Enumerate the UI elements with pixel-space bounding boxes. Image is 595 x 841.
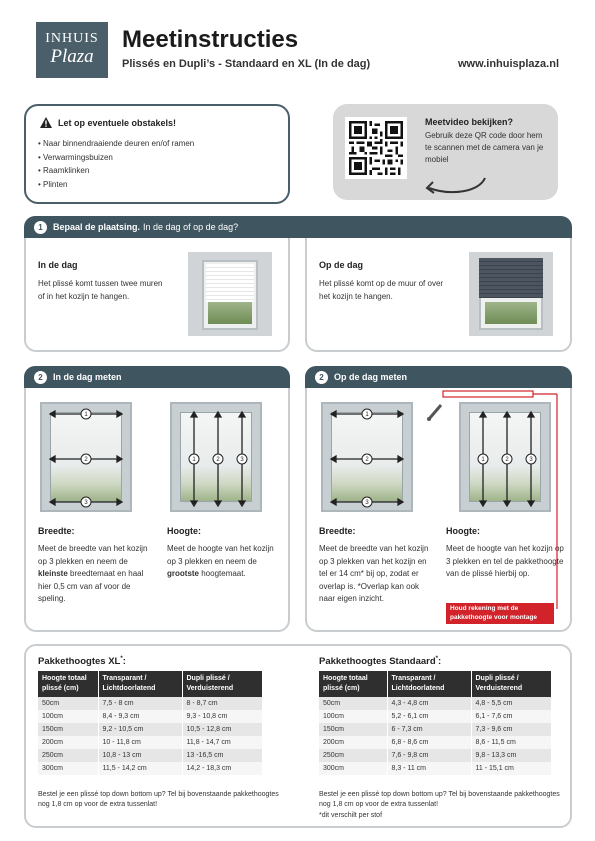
video-description: Gebruik deze QR code door hem te scannen met de camera van je mobiel — [425, 131, 544, 164]
list-item: • Raamklinken — [38, 164, 276, 178]
logo-line-1: INHUIS — [45, 31, 99, 46]
xl-table-title: Pakkethoogtes XL*: — [38, 656, 126, 668]
marker-1: 1 — [84, 412, 88, 418]
marker-2: 2 — [505, 457, 509, 463]
panel-in-de-dag — [24, 238, 290, 352]
table-row: 200cm 10 - 11,8 cm 11,8 - 14,7 cm — [38, 736, 262, 749]
panel-op-de-dag — [305, 238, 572, 352]
table-header: Dupli plissé / Verduisterend — [471, 671, 551, 697]
xl-table — [38, 671, 262, 775]
table-row: 150cm 6 - 7,3 cm 7,3 - 9,6 cm — [319, 723, 551, 736]
curved-arrow-icon — [421, 174, 489, 198]
width-measure-arrows — [323, 404, 415, 514]
step-number: 2 — [315, 371, 328, 384]
qr-code[interactable] — [345, 117, 407, 179]
pakkethoogte-warning: Houd rekening met de pakkethoogte voor montage — [446, 603, 554, 624]
marker-1: 1 — [481, 457, 485, 463]
table-row: 50cm 7,5 - 8 cm 8 - 8,7 cm — [38, 697, 262, 710]
marker-2: 2 — [84, 457, 88, 463]
table-row: 100cm 8,4 - 9,3 cm 9,3 - 10,8 cm — [38, 710, 262, 723]
step3-width-title: Breedte: — [319, 526, 356, 536]
window-width-diagram — [321, 402, 413, 512]
video-title: Meetvideo bekijken? — [425, 117, 514, 127]
height-measure-arrows — [172, 404, 264, 514]
window-op-de-dag-image — [469, 252, 553, 336]
table-header: Hoogte totaal plissé (cm) — [38, 671, 98, 697]
table-row: 300cm 11,5 - 14,2 cm 14,2 - 18,3 cm — [38, 762, 262, 775]
marker-3: 3 — [240, 457, 244, 463]
step1-header — [24, 216, 572, 238]
step1-title: Bepaal de plaatsing. — [53, 222, 141, 232]
step1-question: In de dag of op de dag? — [143, 222, 239, 232]
table-row: 300cm 8,3 - 11 cm 11 - 15,1 cm — [319, 762, 551, 775]
standaard-table-title: Pakkethoogtes Standaard*: — [319, 656, 442, 668]
standaard-table-note: Bestel je een plissé top down bottom up? Tel bij bovenstaande pakkethoogtes nog 1,8 cm op voor de extra tussenlat! — [319, 791, 560, 808]
inhuisplaza-logo — [36, 22, 108, 78]
in-de-dag-text: Het plissé komt tussen twee muren of in het kozijn te hangen. — [38, 279, 163, 301]
page-title: Meetinstructies — [122, 26, 299, 53]
table-row: 250cm 10,8 - 13 cm 13 -16,5 cm — [38, 749, 262, 762]
op-de-dag-text: Het plissé komt op de muur of over het kozijn te hangen. — [319, 279, 444, 301]
window-height-diagram — [170, 402, 262, 512]
step2-height-text: Meet de hoogte van het kozijn op 3 plekken en neem de grootste hoogtemaat. — [167, 544, 274, 578]
panel-in-de-dag-meten — [24, 388, 290, 632]
warning-icon — [40, 117, 52, 128]
page-subtitle: Plissés en Dupli’s - Standaard en XL (In de dag) — [122, 58, 371, 70]
step2-height-title: Hoogte: — [167, 526, 201, 536]
video-box — [333, 104, 558, 200]
op-de-dag-title: Op de dag — [319, 260, 364, 270]
step3-title: Op de dag meten — [334, 372, 408, 382]
logo-line-2: Plaza — [50, 46, 94, 67]
table-header: Transparant / Lichtdoorlatend — [98, 671, 182, 697]
step2-width-title: Breedte: — [38, 526, 75, 536]
marker-1: 1 — [192, 457, 196, 463]
standaard-table — [319, 671, 551, 775]
window-width-diagram — [40, 402, 132, 512]
window-in-de-dag-image — [188, 252, 272, 336]
marker-1: 1 — [365, 412, 369, 418]
obstacles-box — [24, 104, 290, 204]
in-de-dag-title: In de dag — [38, 260, 78, 270]
marker-3: 3 — [365, 500, 369, 506]
step2-header — [24, 366, 290, 388]
table-header: Transparant / Lichtdoorlatend — [387, 671, 471, 697]
fabric-footnote: *dit verschilt per stof — [319, 812, 383, 819]
table-header: Dupli plissé / Verduisterend — [182, 671, 262, 697]
step2-title: In de dag meten — [53, 372, 122, 382]
step3-width-text: Meet de breedte van het kozijn op 3 plekken van het kozijn en tel er 14 cm* bij op, zodat er overlap is. *Overlap kan ook naar eigen inzicht. — [319, 544, 429, 603]
step3-height-text: Meet de hoogte van het kozijn op 3 plekken en tel de pakkethoogte van de plissé hierbij op. — [446, 544, 564, 578]
table-row: 150cm 9,2 - 10,5 cm 10,5 - 12,8 cm — [38, 723, 262, 736]
marker-2: 2 — [216, 457, 220, 463]
list-item: • Verwarmingsbuizen — [38, 151, 276, 165]
obstacles-heading-text: Let op eventuele obstakels! — [58, 117, 177, 128]
table-row: 250cm 7,6 - 9,8 cm 9,8 - 13,3 cm — [319, 749, 551, 762]
list-item: • Plinten — [38, 178, 276, 192]
qr-code-icon — [349, 121, 403, 175]
step2-width-text: Meet de breedte van het kozijn op 3 plekken en neem de kleinste breedtemaat en haal hier 0,5 cm van af voor de speling. — [38, 544, 148, 603]
step-number: 2 — [34, 371, 47, 384]
marker-3: 3 — [529, 457, 533, 463]
marker-2: 2 — [365, 457, 369, 463]
width-measure-arrows — [42, 404, 134, 514]
table-row: 50cm 4,3 - 4,8 cm 4,8 - 5,5 cm — [319, 697, 551, 710]
table-header: Hoogte totaal plissé (cm) — [319, 671, 387, 697]
pakkethoogte-indicator — [425, 389, 565, 609]
xl-table-note: Bestel je een plissé top down bottom up? Tel bij bovenstaande pakkethoogtes nog 1,8 cm op voor de extra tussenlat! — [38, 791, 279, 808]
list-item: • Naar binnendraaiende deuren en/of ramen — [38, 137, 276, 151]
table-row: 200cm 6,8 - 8,6 cm 8,6 - 11,5 cm — [319, 736, 551, 749]
step3-header — [305, 366, 572, 388]
obstacles-list — [38, 137, 276, 191]
step3-height-title: Hoogte: — [446, 526, 480, 536]
table-row: 100cm 5,2 - 6,1 cm 6,1 - 7,6 cm — [319, 710, 551, 723]
website-link[interactable]: www.inhuisplaza.nl — [457, 58, 559, 70]
step-number: 1 — [34, 221, 47, 234]
pakkethoogtes-section — [24, 644, 572, 828]
marker-3: 3 — [84, 500, 88, 506]
obstacles-heading — [40, 117, 276, 128]
